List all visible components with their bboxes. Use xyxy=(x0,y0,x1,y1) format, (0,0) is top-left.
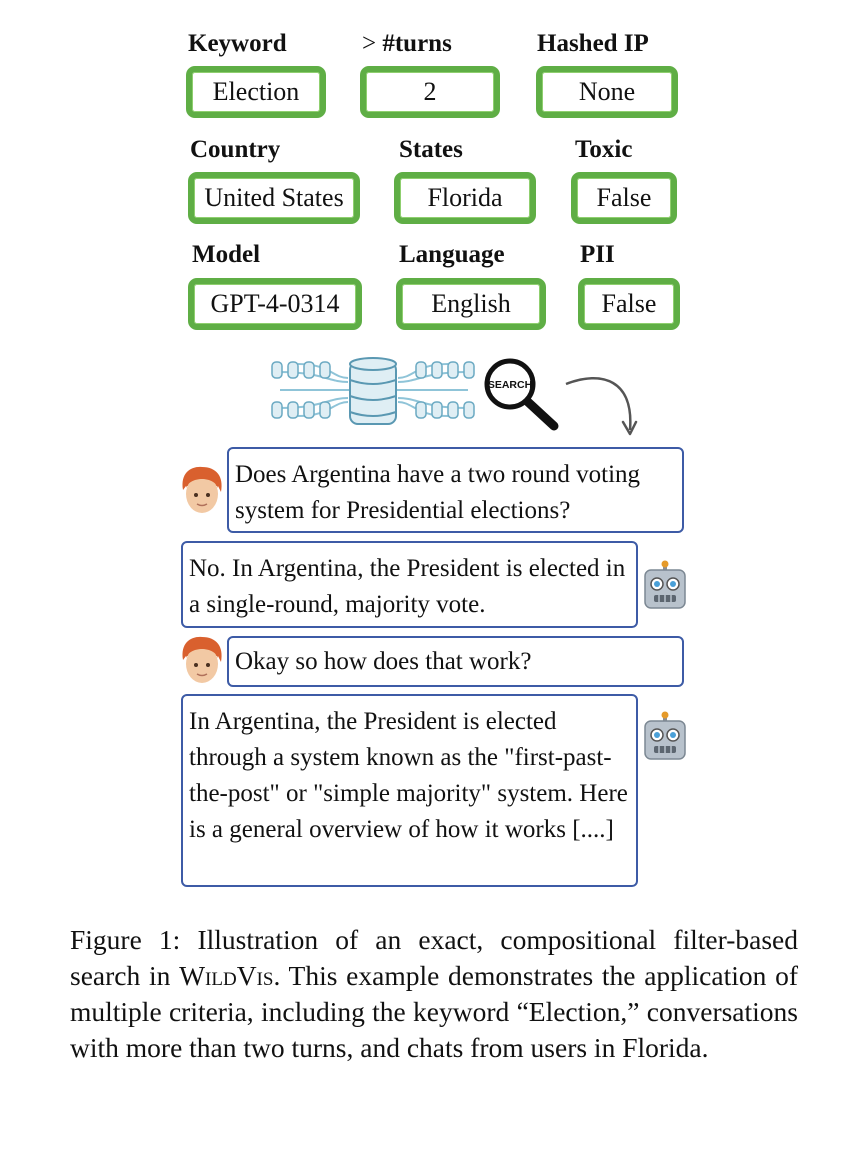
filter-value-keyword[interactable]: Election xyxy=(186,66,326,118)
caption-system-name: WildVis xyxy=(179,960,274,991)
chat-message-assistant-2: In Argentina, the President is elected through a system known as the "first-past-the-post" or "simple majority" system. Here is a general overview of how it works [....] xyxy=(181,694,638,887)
filter-label-country: Country xyxy=(190,136,281,163)
chat-message-user-1: Does Argentina have a two round voting system for Presidential elections? xyxy=(227,447,684,533)
filter-label-turns: > #turns xyxy=(362,30,452,57)
person-icon xyxy=(178,636,226,688)
filter-value-hashed-ip[interactable]: None xyxy=(536,66,678,118)
filter-label-pii: PII xyxy=(580,241,615,268)
filter-value-pii[interactable]: False xyxy=(578,278,680,330)
caption-prefix: Figure 1: Illustration of an exact, compositional filter-based search in xyxy=(70,924,798,991)
search-icon-text: SEARCH xyxy=(487,379,533,391)
filter-label-language: Language xyxy=(399,241,505,268)
filter-label-states: States xyxy=(399,136,463,163)
curved-arrow-icon xyxy=(562,370,642,440)
person-icon xyxy=(178,466,226,518)
chat-message-user-2: Okay so how does that work? xyxy=(227,636,684,687)
filter-label-keyword: Keyword xyxy=(188,30,287,57)
figure-caption xyxy=(70,922,798,1066)
chat-message-assistant-1: No. In Argentina, the President is elected in a single-round, majority vote. xyxy=(181,541,638,628)
robot-icon xyxy=(641,711,689,763)
database-icon xyxy=(268,350,478,430)
filter-value-country[interactable]: United States xyxy=(188,172,360,224)
filter-value-toxic[interactable]: False xyxy=(571,172,677,224)
caption-suffix: . This example demonstrates the application of multiple criteria, including the keyword “Election,” conversations with more than two turns, and chats from users in Florida. xyxy=(70,960,799,1063)
robot-icon xyxy=(641,560,689,612)
filter-value-turns[interactable]: 2 xyxy=(360,66,500,118)
filter-label-toxic: Toxic xyxy=(575,136,633,163)
filter-value-model[interactable]: GPT-4-0314 xyxy=(188,278,362,330)
filter-label-hashed-ip: Hashed IP xyxy=(537,30,649,57)
search-icon xyxy=(482,358,562,432)
filter-value-states[interactable]: Florida xyxy=(394,172,536,224)
filter-value-language[interactable]: English xyxy=(396,278,546,330)
filter-label-model: Model xyxy=(192,241,261,268)
